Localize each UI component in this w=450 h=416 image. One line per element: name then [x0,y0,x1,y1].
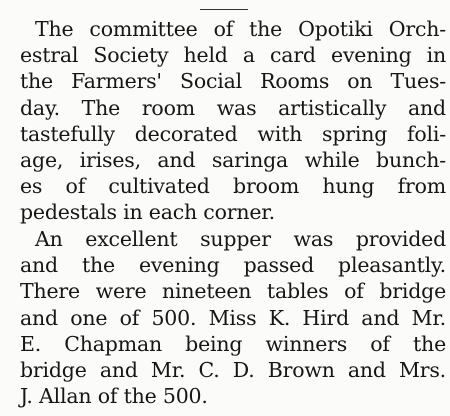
paragraph-line: tastefully decorated with spring foli- [20,121,446,146]
paragraph-line: and one of 500. Miss K. Hird and Mr. [20,305,446,330]
paragraph-line: the Farmers' Social Rooms on Tues- [20,69,446,94]
column-rule [200,9,248,10]
paragraph-line: The committee of the Opotiki Orch- [35,17,446,41]
paragraph-line: There were nineteen tables of bridge [20,279,446,304]
paragraph-line: E. Chapman being winners of the [20,331,446,356]
paragraph-line: es of cultivated broom hung from [20,174,446,199]
paragraph-line: and the evening passed pleasantly. [20,253,446,278]
paragraph-line: estral Society held a card evening in [20,43,446,68]
paragraph-line: day. The room was artistically and [20,95,446,120]
paragraph-line: age, irises, and saringa while bunch- [20,147,446,172]
paragraph-line: pedestals in each corner. [20,200,275,225]
paragraph-line: J. Allan of the 500. [20,384,208,409]
article-paragraph-1 [0,16,450,226]
paragraph-line: An excellent supper was provided [35,227,446,251]
paragraph-line: bridge and Mr. C. D. Brown and Mrs. [20,357,446,382]
article-paragraph-2 [0,226,450,409]
